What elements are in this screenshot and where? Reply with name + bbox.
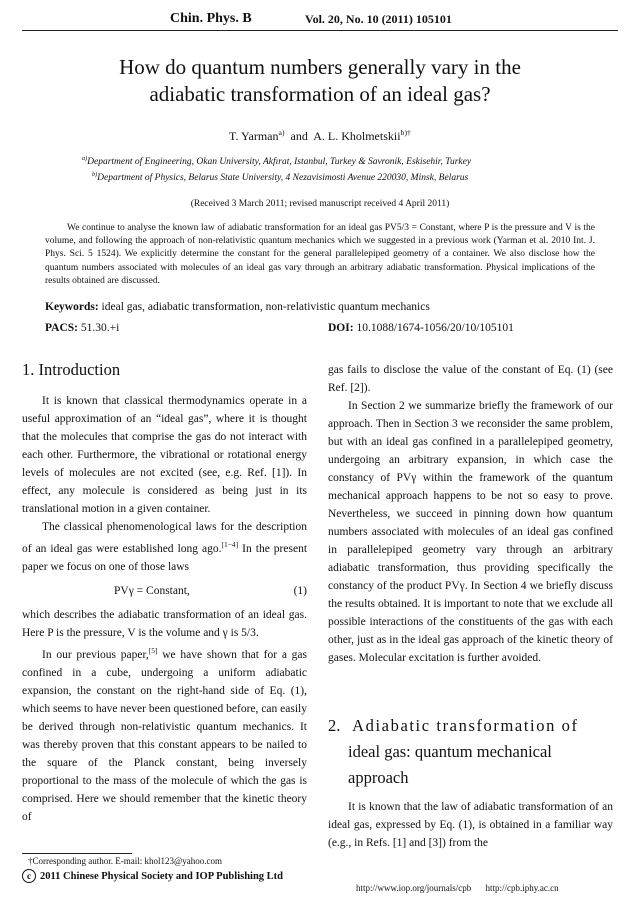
journal-volume: Vol. 20, No. 10 (2011) 105101	[305, 12, 452, 26]
section-2-body	[328, 798, 613, 852]
keywords-text: ideal gas, adiabatic transformation, non-relativistic quantum mechanics	[101, 301, 430, 313]
citation-5[interactable]: [5]	[148, 645, 158, 655]
equation-1	[22, 582, 307, 600]
copyright-text: 2011 Chinese Physical Society and IOP Publishing Ltd	[40, 871, 284, 882]
title-line-2: adiabatic transformation of an ideal gas?	[149, 82, 491, 106]
equation-1-expression: PVγ = Constant,	[114, 584, 190, 597]
keywords	[45, 301, 605, 313]
section-2-title-1: Adiabatic transformation of	[352, 716, 579, 735]
intro-paragraph-5: gas fails to disclose the value of the constant of Eq. (1) (see Ref. [2]).	[328, 364, 613, 394]
copyright-notice	[22, 869, 283, 883]
section-2-heading-line-3: approach	[348, 768, 409, 787]
section-2-heading-line-2: ideal gas: quantum mechanical	[348, 742, 552, 761]
intro-paragraph-2b-text: In the present paper we focus on one of those laws	[22, 542, 308, 573]
intro-paragraph-4b: we have shown that for a gas confined in a cube, undergoing a uniform adiabatic expansion, the constant on the right-hand side of Eq. (1), which seems to have never been questioned before, can easily be derived through non-relativistic quantum mechanics. It was thereby proven that this constant appears to be nailed to the square of the Planck constant, being inversely proportional to the mass of the molecule of which the gas is comprised. Here we should remember that the kinetic theory of	[22, 648, 308, 823]
affiliation-b	[92, 172, 612, 183]
copyright-icon: c	[22, 869, 36, 883]
iop-url-link[interactable]: http://www.iop.org/journals/cpb	[356, 883, 472, 893]
doi-link[interactable]: 10.1088/1674-1056/20/10/105101	[356, 322, 514, 334]
intro-paragraph-6: In Section 2 we summarize briefly the framework of our approach. Then in Section 3 we reconsider the same problem, but with an ideal gas confined in a parallelepiped geometry, undergoing an arbitrary expansion, in which case the constancy of PVγ within the framework of the quantum mechanical approach happens to be not so easy to prove. Nevertheless, we succeed in pinning down how quantum numbers associated with molecules of an ideal gas confined in parallelepiped geometry vary through an arbitrary adiabatic transformation, thus providing specifically the constancy of the product PVγ. In Section 4 we briefly discuss the results obtained. It is important to note that we exclude all possible interactions of the constituents of the gas with each other, just as in the ideal gas approach of the kinetic theory of gases. Molecular excitation is further avoided.	[328, 400, 613, 664]
title-line-1: How do quantum numbers generally vary in the	[119, 55, 521, 79]
intro-paragraph-2-text: The classical phenomenological laws for the description of an ideal gas were established long ago.	[22, 521, 307, 555]
author-2-mark: b)†	[400, 128, 411, 137]
journal-header	[22, 10, 618, 31]
pacs	[45, 322, 119, 334]
section-2-number: 2.	[328, 716, 341, 735]
citation-1-4[interactable]: [1−4]	[221, 540, 239, 549]
journal-name: Chin. Phys. B	[170, 11, 252, 26]
intro-paragraph-3: which describes the adiabatic transformation of an ideal gas. Here P is the pressure, V is the volume and γ is 5/3.	[22, 608, 307, 639]
author-1: T. Yarman	[229, 129, 279, 143]
doi-label: DOI:	[328, 322, 354, 334]
author-1-mark: a)	[278, 128, 285, 137]
abstract: We continue to analyse the known law of adiabatic transformation for an ideal gas PV5/3 = Constant, where P is the pressure and V is the volume, and following the approach of non-relativistic quantum mechanics which we suggested in a previous work (Yarman et al. 2010 Int. J. Phys. Sci. 5 1524). We explicitly determine the constant for the general parallelepiped geometry of a container. We also disclose how the quantum numbers associated with molecules of an ideal gas vary through an arbitrary adiabatic transformation. Physical implications of the results obtained are discussed.	[45, 223, 595, 286]
equation-1-number: (1)	[293, 584, 307, 597]
keywords-label: Keywords:	[45, 301, 99, 313]
intro-paragraph-2	[22, 518, 307, 576]
right-column	[328, 361, 613, 667]
left-column	[22, 392, 307, 826]
affiliation-a-text: Department of Engineering, Okan University, Akfırat, Istanbul, Turkey & Savronik, Eskisehir, Turkey	[87, 157, 472, 168]
intro-paragraph-1: It is known that classical thermodynamics operate in a useful approximation of an “ideal gas”, where it is thought that the molecules that comprise the gas do not interact with each other. Furthermore, the vibrational or rotational energy levels of molecules are not excited (see, e.g. Ref. [1]). In effect, any molecule is considered as being just in its translational motion in a given container.	[22, 395, 307, 515]
section-1-heading: 1. Introduction	[22, 360, 121, 379]
intro-paragraph-4a: In our previous paper,	[42, 648, 149, 661]
cpb-url-link[interactable]: http://cpb.iphy.ac.cn	[485, 883, 559, 893]
footnote-rule	[22, 853, 132, 854]
affiliation-b-text: Department of Physics, Belarus State University, 4 Nezavisimosti Avenue 220030, Minsk, Belarus	[97, 173, 469, 184]
doi	[328, 322, 514, 334]
intro-paragraph-4	[22, 642, 307, 826]
section-2-paragraph-1: It is known that the law of adiabatic transformation of an ideal gas, expressed by Eq. (1), is obtained in a familiar way (e.g., in Refs. [1] and [3]) from the	[328, 801, 613, 849]
journal-urls	[356, 883, 571, 893]
paper-title	[22, 54, 618, 108]
pacs-text: 51.30.+i	[80, 322, 120, 334]
author-2: A. L. Kholmetskii	[313, 129, 401, 143]
corresponding-author-footnote: †Corresponding author. E-mail: khol123@yahoo.com	[28, 856, 223, 866]
affiliation-b-mark: b)	[92, 172, 98, 178]
pacs-label: PACS:	[45, 322, 79, 334]
author-list	[22, 128, 618, 144]
section-2-heading-line-1	[328, 713, 616, 739]
author-conjunction: and	[290, 129, 308, 143]
received-dates: (Received 3 March 2011; revised manuscript received 4 April 2011)	[190, 199, 450, 209]
section-2-heading	[328, 713, 616, 791]
affiliation-a-mark: a)	[82, 156, 88, 162]
affiliation-a	[82, 156, 602, 167]
